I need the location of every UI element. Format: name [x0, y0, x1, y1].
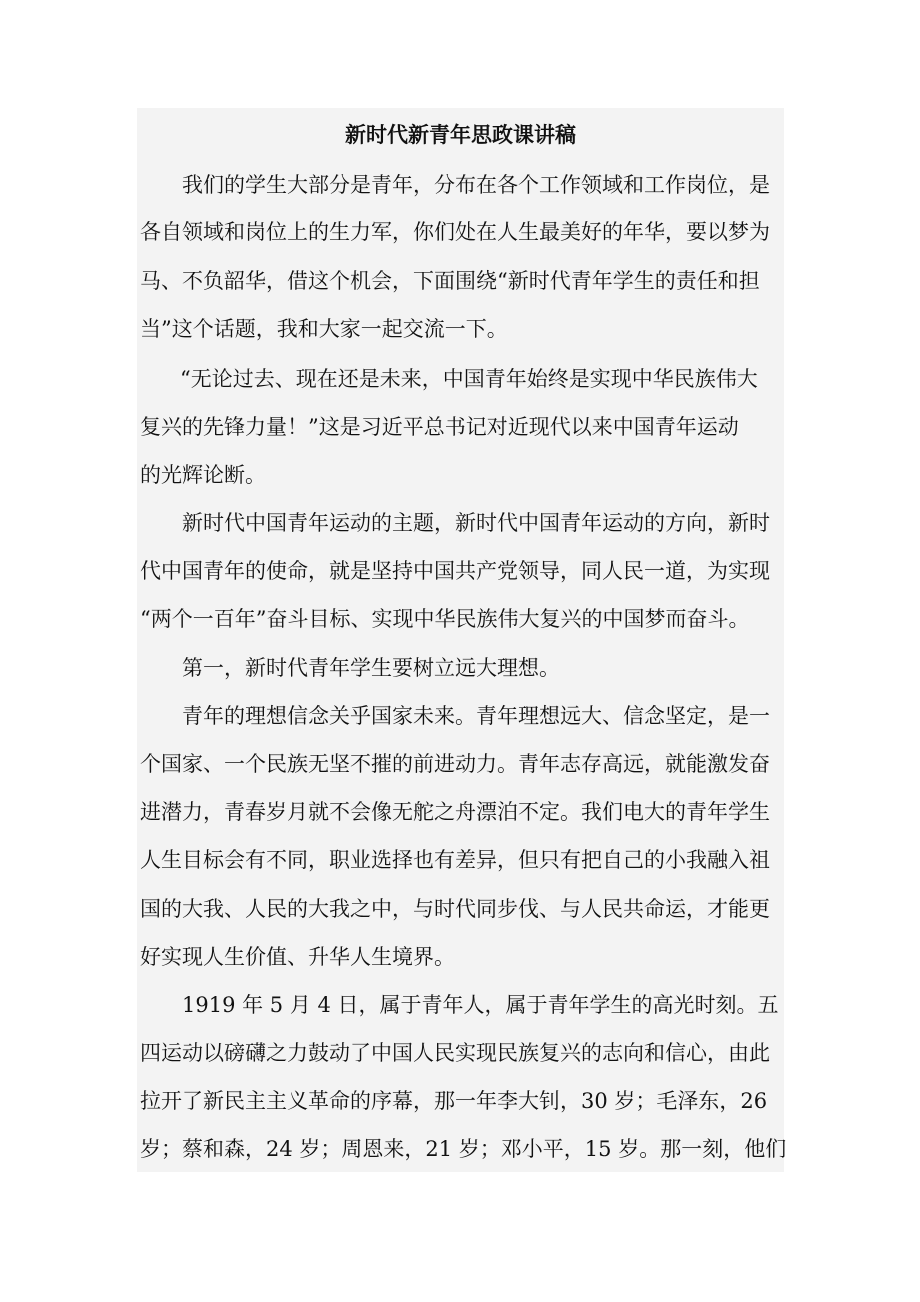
paragraph-line: 我们的学生大部分是青年，分布在各个工作领域和工作岗位，是 [182, 173, 770, 197]
paragraph-line: 国的大我、人民的大我之中，与时代同步伐、与人民共命运，才能更 [140, 897, 770, 921]
paragraph-line: 青年的理想信念关乎国家未来。青年理想远大、信念坚定，是一 [182, 704, 770, 728]
section-heading: 第一，新时代青年学生要树立远大理想。 [182, 656, 560, 680]
paragraph-line: 人生目标会有不同，职业选择也有差异，但只有把自己的小我融入祖 [140, 848, 770, 872]
paragraph-line: 复兴的先锋力量！”这是习近平总书记对近现代以来中国青年运动 [140, 415, 739, 439]
paragraph-line: 拉开了新民主主义革命的序幕，那一年李大钊，30 岁；毛泽东，26 [140, 1089, 768, 1113]
paragraph-line: 当”这个话题，我和大家一起交流一下。 [140, 317, 508, 341]
paragraph-line: 个国家、一个民族无坚不摧的前进动力。青年志存高远，就能激发奋 [140, 752, 770, 776]
paragraph-line: 代中国青年的使命，就是坚持中国共产党领导，同人民一道，为实现 [140, 559, 770, 583]
paragraph-line: “两个一百年”奋斗目标、实现中华民族伟大复兴的中国梦而奋斗。 [140, 607, 750, 631]
paragraph-line: 各自领域和岗位上的生力军，你们处在人生最美好的年华，要以梦为 [140, 220, 770, 244]
paragraph-line: 四运动以磅礴之力鼓动了中国人民实现民族复兴的志向和信心，由此 [140, 1041, 770, 1065]
paragraph-line: 进潜力，青春岁月就不会像无舵之舟漂泊不定。我们电大的青年学生 [140, 800, 770, 824]
paragraph-line: 的光辉论断。 [140, 463, 266, 487]
paragraph-line: 1919 年 5 月 4 日，属于青年人，属于青年学生的高光时刻。五 [182, 993, 779, 1017]
paragraph-line: 岁；蔡和森，24 岁；周恩来，21 岁；邓小平，15 岁。那一刻，他们 [140, 1137, 787, 1161]
paragraph-line: 马、不负韶华，借这个机会，下面围绕“新时代青年学生的责任和担 [140, 269, 760, 293]
document-title: 新时代新青年思政课讲稿 [345, 122, 576, 147]
paragraph-line: 好实现人生价值、升华人生境界。 [140, 945, 455, 969]
paragraph-line: “无论过去、现在还是未来，中国青年始终是实现中华民族伟大 [180, 367, 758, 391]
paragraph-line: 新时代中国青年运动的主题，新时代中国青年运动的方向，新时 [182, 511, 770, 535]
